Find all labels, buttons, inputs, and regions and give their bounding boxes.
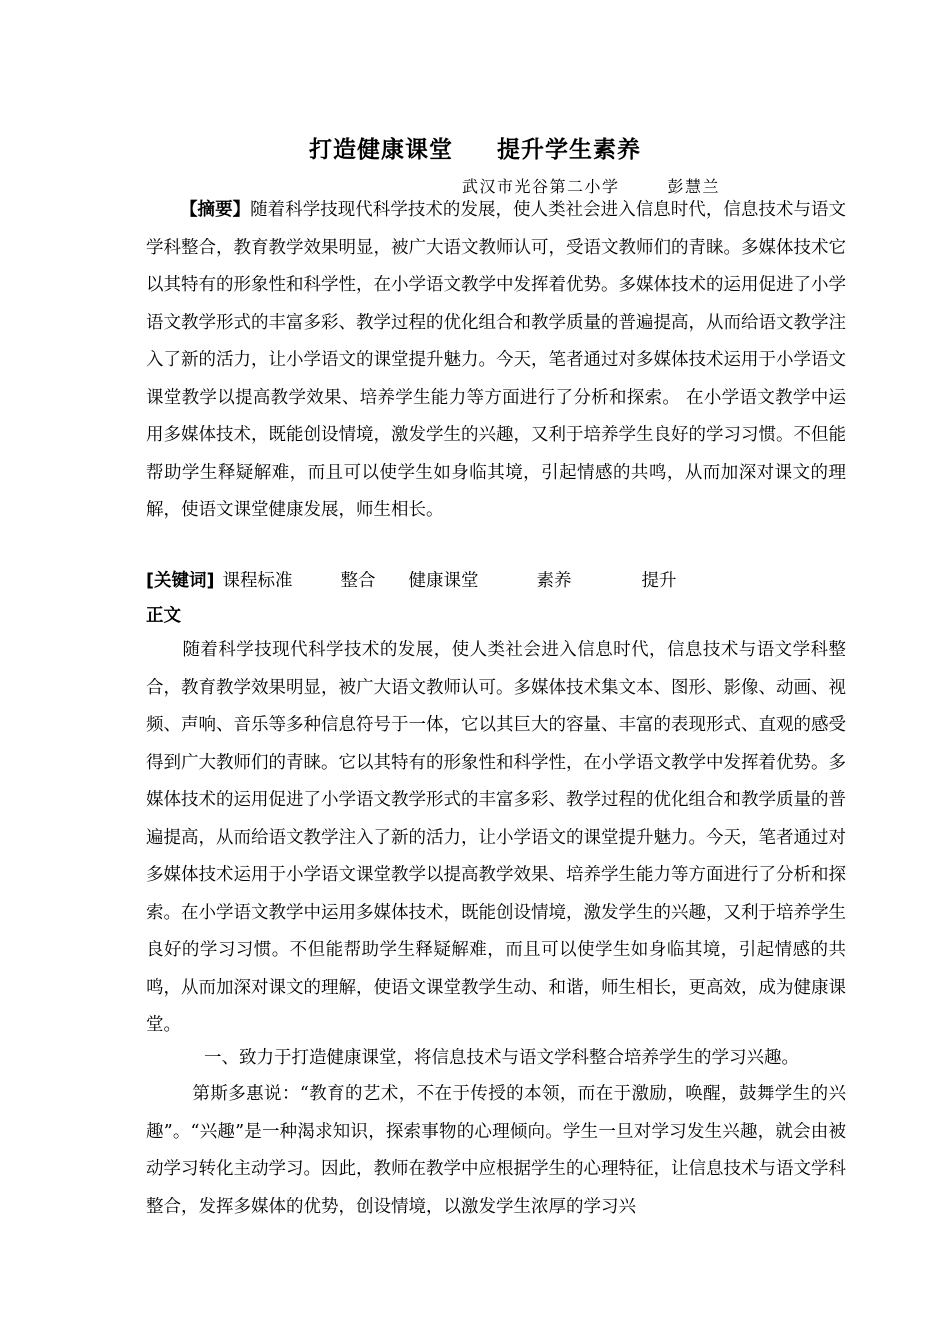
keyword: 提升 [641, 571, 677, 591]
keyword: 素养 [536, 571, 572, 591]
abstract-text: 随着科学技现代科学技术的发展，使人类社会进入信息时代，信息技术与语文学科整合，教育教学效果明显，被广大语文教师认可，受语文教师们的青睐。多媒体技术它以其特有的形象性和科学性，在小学语文教学中发挥着优势。多媒体技术的运用促进了小学语文教学形式的丰富多彩、教学过程的优化组合和教学质量的普遍提高，从而给语文教学注入了新的活力，让小学语文的课堂提升魅力。今天，笔者通过对多媒体技术运用于小学语文课堂教学以提高教学效果、培养学生能力等方面进行了分析和探索。 在小学语文教学中运用多媒体技术，既能创设情境，激发学生的兴趣，又利于培养学生良好的学习习惯。不但能帮助学生释疑解难，而且可以使学生如身临其境，引起情感的共鸣，从而加深对课文的理解，使语文课堂健康发展，师生相长。 [146, 200, 847, 520]
body-paragraph-text: 第斯多惠说：“教育的艺术，不在于传授的本领，而在于激励，唤醒，鼓舞学生的兴趣”。“兴趣”是一种渴求知识，探索事物的心理倾向。学生一旦对学习发生兴趣，就会由被动学习转化主动学习。因此，教师在教学中应根据学生的心理特征，让信息技术与语文学科整合，发挥多媒体的优势，创设情境，以激发学生浓厚的学习兴 [146, 1084, 846, 1217]
keyword: 健康课堂 [408, 571, 479, 591]
document-title [0, 134, 950, 166]
title-part-2: 提升学生素养 [497, 137, 641, 163]
body-paragraph [146, 1076, 846, 1226]
keyword: 课程标准 [222, 571, 293, 591]
title-part-1: 打造健康课堂 [309, 137, 453, 163]
body-paragraph [146, 632, 846, 1045]
abstract-paragraph [146, 192, 846, 530]
author-name: 彭慧兰 [667, 177, 721, 196]
section-heading: 一、致力于打造健康课堂，将信息技术与语文学科整合培养学生的学习兴趣。 [204, 1048, 799, 1068]
main-text-heading: 正文 [146, 606, 181, 626]
keywords-label: [关键词] [146, 571, 215, 591]
keyword: 整合 [340, 571, 376, 591]
abstract-label: 【摘要】 [180, 200, 251, 220]
keywords-line [146, 563, 677, 600]
author-school: 武汉市光谷第二小学 [462, 177, 620, 196]
body-paragraph-text: 随着科学技现代科学技术的发展，使人类社会进入信息时代，信息技术与语文学科整合，教育教学效果明显，被广大语文教师认可。多媒体技术集文本、图形、影像、动画、视频、声响、音乐等多种信息符号于一体，它以其巨大的容量、丰富的表现形式、直观的感受得到广大教师们的青睐。它以其特有的形象性和科学性，在小学语文教学中发挥着优势。多媒体技术的运用促进了小学语文教学形式的丰富多彩、教学过程的优化组合和教学质量的普遍提高，从而给语文教学注入了新的活力，让小学语文的课堂提升魅力。今天，笔者通过对多媒体技术运用于小学语文课堂教学以提高教学效果、培养学生能力等方面进行了分析和探索。在小学语文教学中运用多媒体技术，既能创设情境，激发学生的兴趣，又利于培养学生良好的学习习惯。不但能帮助学生释疑解难，而且可以使学生如身临其境，引起情感的共鸣，从而加深对课文的理解，使语文课堂教学生动、和谐，师生相长，更高效，成为健康课堂。 [146, 640, 846, 1035]
